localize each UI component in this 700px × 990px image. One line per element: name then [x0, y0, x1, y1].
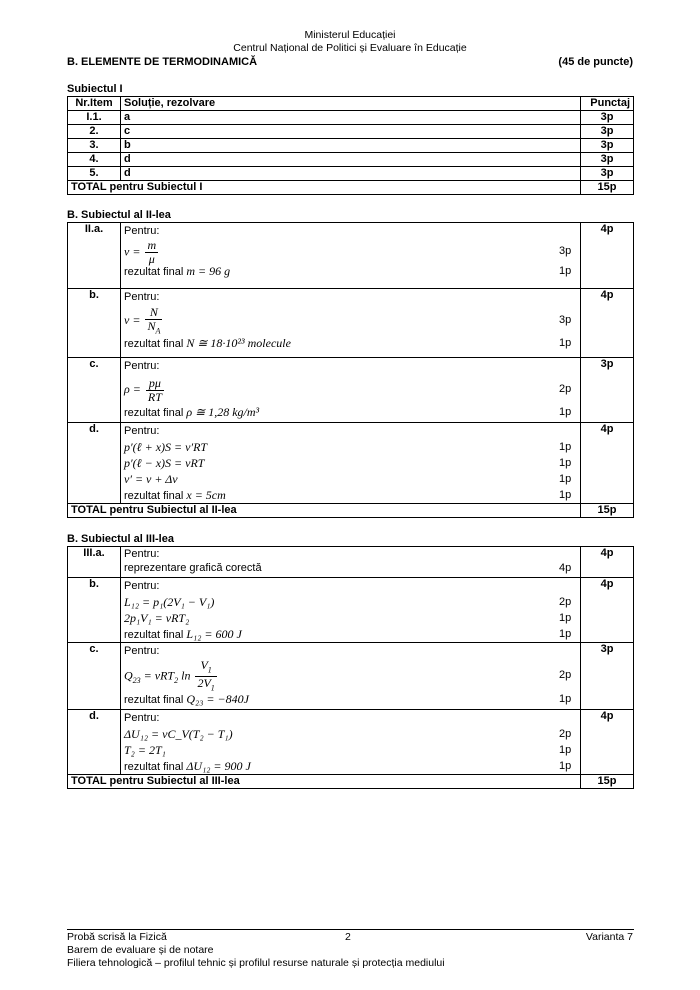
- total-label: TOTAL pentru Subiectul al II-lea: [68, 504, 581, 518]
- item-number: II.a.: [68, 223, 121, 289]
- item-row-a: [68, 223, 634, 289]
- subject2-title: B. Subiectul al II-lea: [67, 209, 171, 221]
- equation: L₁₂ = p₁(2V₁ − V₁): [124, 595, 215, 609]
- col-item: Nr.Item: [68, 97, 121, 111]
- final-value: m = 96 g: [186, 264, 231, 278]
- item-total: 4p: [581, 223, 634, 289]
- table-row: [68, 111, 634, 125]
- final-value: Q₂₃ = −840J: [186, 692, 249, 706]
- item-number: b.: [68, 578, 121, 643]
- solution-cell: [121, 289, 581, 358]
- item-number: III.a.: [68, 547, 121, 578]
- item-number: I.1.: [68, 111, 121, 125]
- pentru-label: Pentru:: [124, 712, 160, 724]
- equation: ν′ = ν + Δν: [124, 472, 178, 486]
- total-label: TOTAL pentru Subiectul al III-lea: [68, 775, 581, 789]
- item-number: 5.: [68, 167, 121, 181]
- solution-cell: [121, 358, 581, 423]
- partial-points: 1p: [559, 693, 572, 705]
- footer-exam: Probă scrisă la Fizică: [67, 931, 167, 943]
- partial-points: 1p: [559, 489, 572, 501]
- total-points: 15p: [581, 775, 634, 789]
- partial-points: 1p: [559, 457, 572, 469]
- total-points: 15p: [581, 181, 634, 195]
- partial-points: 2p: [559, 383, 572, 395]
- pentru-label: Pentru:: [124, 580, 160, 592]
- final-label: rezultat final: [124, 490, 184, 502]
- pentru-label: Pentru:: [124, 548, 160, 560]
- solution-cell: [121, 710, 581, 775]
- total-label: TOTAL pentru Subiectul I: [68, 181, 581, 195]
- item-number: 3.: [68, 139, 121, 153]
- table-row: [68, 139, 634, 153]
- table-row: [68, 153, 634, 167]
- answer: b: [121, 139, 581, 153]
- answer: c: [121, 125, 581, 139]
- item-total: 4p: [581, 423, 634, 504]
- total-row: [68, 775, 634, 789]
- equation: ΔU₁₂ = νC_V(T₂ − T₁): [124, 727, 233, 741]
- item-number: 2.: [68, 125, 121, 139]
- header-center: Centrul Național de Politici și Evaluare în Educație: [233, 42, 467, 54]
- final-value: ΔU₁₂ = 900 J: [186, 759, 251, 773]
- equation: p′(ℓ + x)S = ν′RT: [124, 440, 208, 454]
- pentru-label: Pentru:: [124, 291, 160, 303]
- col-points: Punctaj: [581, 97, 634, 111]
- pentru-label: Pentru:: [124, 425, 160, 437]
- pentru-label: Pentru:: [124, 645, 160, 657]
- item-number: c.: [68, 358, 121, 423]
- item-number: d.: [68, 710, 121, 775]
- final-value: N ≅ 18·10²³ molecule: [186, 336, 291, 350]
- partial-points: 1p: [559, 760, 572, 772]
- footer-divider: [67, 929, 634, 930]
- final-label: rezultat final: [124, 407, 184, 419]
- subject3-title: B. Subiectul al III-lea: [67, 533, 174, 545]
- subject2-table: [67, 222, 634, 518]
- partial-points: 4p: [559, 562, 572, 574]
- item-row-b: [68, 289, 634, 358]
- formula-moles: ν = $\frac{m}{\mu}$: [124, 238, 157, 266]
- equation: 2p₁V₁ = νRT₂: [124, 611, 190, 625]
- final-label: rezultat final: [124, 266, 184, 278]
- subject1-table: [67, 96, 634, 195]
- item-total: 4p: [581, 289, 634, 358]
- final-label: rezultat final: [124, 629, 184, 641]
- equation: p′(ℓ − x)S = νRT: [124, 456, 205, 470]
- item-row-a: [68, 547, 634, 578]
- solution-cell: [121, 223, 581, 289]
- solution-cell: [121, 423, 581, 504]
- points: 3p: [581, 153, 634, 167]
- pentru-label: Pentru:: [124, 225, 160, 237]
- item-row-c: [68, 643, 634, 710]
- table-row: [68, 167, 634, 181]
- partial-points: 1p: [559, 473, 572, 485]
- item-number: b.: [68, 289, 121, 358]
- final-label: rezultat final: [124, 694, 184, 706]
- page-number: 2: [345, 931, 351, 943]
- partial-points: 2p: [559, 728, 572, 740]
- subject3-table: [67, 546, 634, 789]
- partial-points: 1p: [559, 337, 572, 349]
- partial-points: 1p: [559, 406, 572, 418]
- final-value: x = 5cm: [186, 488, 226, 502]
- graph-requirement: reprezentare grafică corectă: [124, 562, 262, 574]
- item-row-b: [68, 578, 634, 643]
- item-row-d: [68, 423, 634, 504]
- total-points: 15p: [581, 504, 634, 518]
- total-row: [68, 181, 634, 195]
- item-total: 4p: [581, 547, 634, 578]
- final-label: rezultat final: [124, 761, 184, 773]
- footer-variant: Varianta 7: [585, 931, 633, 943]
- partial-points: 3p: [559, 314, 572, 326]
- section-title: B. ELEMENTE DE TERMODINAMICĂ: [67, 56, 258, 68]
- points: 3p: [581, 167, 634, 181]
- total-row: [68, 504, 634, 518]
- partial-points: 1p: [559, 441, 572, 453]
- item-total: 3p: [581, 643, 634, 710]
- points: 3p: [581, 139, 634, 153]
- solution-cell: [121, 547, 581, 578]
- partial-points: 3p: [559, 245, 572, 257]
- footer-track: Filiera tehnologică – profilul tehnic și profilul resurse naturale și protecția mediului: [67, 957, 445, 969]
- item-number: c.: [68, 643, 121, 710]
- answer: a: [121, 111, 581, 125]
- section-points: (45 de puncte): [558, 56, 633, 68]
- table-header: [68, 97, 634, 111]
- formula-heat: $Q_{23} = \nu RT_2$ ln $\frac{V_1}{2V_1}$: [124, 658, 215, 693]
- final-label: rezultat final: [124, 338, 184, 350]
- item-total: 4p: [581, 710, 634, 775]
- final-value: L₁₂ = 600 J: [186, 627, 242, 641]
- final-value: ρ ≅ 1,28 kg/m³: [186, 405, 260, 419]
- header-ministry: Ministerul Educației: [304, 29, 396, 41]
- formula-molecules: ν = $\frac{N}{N_A}$: [124, 304, 161, 335]
- answer: d: [121, 153, 581, 167]
- partial-points: 1p: [559, 744, 572, 756]
- equation: T₂ = 2T₁: [124, 743, 166, 757]
- item-total: 4p: [581, 578, 634, 643]
- col-solution: Soluție, rezolvare: [121, 97, 581, 111]
- partial-points: 1p: [559, 265, 572, 277]
- partial-points: 2p: [559, 669, 572, 681]
- item-total: 3p: [581, 358, 634, 423]
- footer-barem: Barem de evaluare și de notare: [67, 944, 214, 956]
- partial-points: 1p: [559, 628, 572, 640]
- answer: d: [121, 167, 581, 181]
- formula-density: ρ = $\frac{p\mu}{RT}$: [124, 375, 162, 404]
- solution-cell: [121, 643, 581, 710]
- table-row: [68, 125, 634, 139]
- partial-points: 2p: [559, 596, 572, 608]
- item-row-c: [68, 358, 634, 423]
- item-number: 4.: [68, 153, 121, 167]
- item-number: d.: [68, 423, 121, 504]
- item-row-d: [68, 710, 634, 775]
- pentru-label: Pentru:: [124, 360, 160, 372]
- subject1-title: Subiectul I: [67, 83, 123, 95]
- partial-points: 1p: [559, 612, 572, 624]
- solution-cell: [121, 578, 581, 643]
- points: 3p: [581, 111, 634, 125]
- points: 3p: [581, 125, 634, 139]
